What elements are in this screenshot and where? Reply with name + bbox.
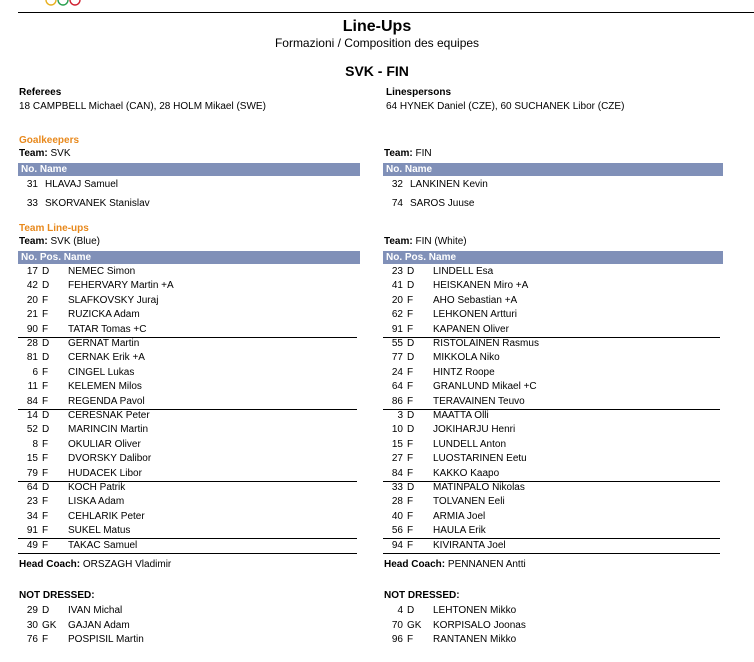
player-position: F (42, 323, 49, 335)
player-row (20, 481, 350, 495)
player-number: 84 (26, 395, 38, 407)
player-name: KAPANEN Oliver (433, 323, 509, 335)
player-number: 62 (391, 309, 403, 321)
player-number: 74 (391, 198, 403, 209)
player-position: D (42, 482, 50, 493)
player-name: RISTOLAINEN Rasmus (433, 338, 539, 349)
player-name: KORPISALO Joonas (433, 619, 526, 631)
player-row (385, 467, 715, 481)
player-number: 17 (26, 266, 38, 277)
player-name: CERESNAK Peter (68, 410, 150, 421)
player-number: 84 (391, 467, 403, 479)
player-name: POSPISIL Martin (68, 634, 144, 645)
gk-team-left: Team: SVK (19, 148, 71, 159)
player-position: F (42, 309, 49, 321)
player-name: LANKINEN Kevin (410, 179, 488, 190)
player-number: 40 (391, 510, 403, 522)
referees-label: Referees (19, 87, 62, 98)
player-row (20, 539, 350, 553)
lineups-section-label: Team Line-ups (19, 223, 89, 234)
player-position: D (407, 605, 415, 616)
player-row (20, 178, 350, 192)
player-position: F (407, 438, 414, 450)
player-position: D (42, 266, 50, 277)
player-number: 41 (391, 280, 403, 292)
player-number: 11 (27, 381, 38, 393)
player-name: MAATTA Olli (433, 410, 489, 421)
player-position: F (42, 525, 49, 537)
player-name: OKULIAR Oliver (68, 438, 141, 450)
player-name: RUZICKA Adam (68, 309, 140, 321)
player-row (20, 265, 350, 279)
player-position: F (407, 323, 414, 335)
player-row (20, 495, 350, 509)
player-row (20, 633, 350, 647)
player-name: LEHTONEN Mikko (433, 605, 517, 616)
player-name: SLAFKOVSKY Juraj (68, 294, 159, 306)
lineup-team-right: Team: FIN (White) (384, 236, 467, 247)
player-position: D (42, 280, 50, 292)
player-row (20, 510, 350, 524)
linespersons-value: 64 HYNEK Daniel (CZE), 60 SUCHANEK Libor (CZE) (386, 101, 625, 112)
page-subtitle: Formazioni / Composition des equipes (274, 36, 480, 50)
player-number: 55 (391, 338, 403, 349)
player-name: KELEMEN Milos (68, 381, 142, 393)
player-name: LINDELL Esa (433, 266, 494, 277)
player-number: 81 (26, 352, 38, 364)
player-name: CEHLARIK Peter (68, 510, 145, 522)
player-number: 56 (391, 525, 403, 537)
player-position: F (407, 496, 414, 508)
player-number: 10 (391, 424, 403, 436)
player-row (20, 279, 350, 293)
player-number: 70 (391, 619, 403, 631)
player-row (20, 409, 350, 423)
page-title: Line-Ups (342, 18, 412, 35)
player-number: 33 (391, 482, 403, 493)
player-position: D (407, 410, 415, 421)
player-name: SKORVANEK Stanislav (45, 198, 150, 209)
player-position: D (42, 410, 50, 421)
player-position: D (407, 266, 415, 277)
player-number: 79 (26, 467, 38, 479)
player-row (385, 409, 715, 423)
player-position: F (42, 467, 49, 479)
player-number: 20 (26, 294, 38, 306)
player-position: D (42, 605, 50, 616)
player-name: HEISKANEN Miro +A (433, 280, 529, 292)
player-number: 15 (26, 453, 38, 465)
player-number: 21 (26, 309, 38, 321)
player-name: TOLVANEN Eeli (433, 496, 505, 508)
player-position: D (407, 280, 415, 292)
player-name: GAJAN Adam (68, 619, 130, 631)
player-name: LISKA Adam (68, 496, 125, 508)
player-row (385, 481, 715, 495)
player-number: 49 (26, 539, 38, 551)
player-row (20, 366, 350, 380)
player-position: F (42, 294, 49, 306)
player-position: F (42, 395, 49, 407)
referees-value: 18 CAMPBELL Michael (CAN), 28 HOLM Mikael (SWE) (19, 101, 266, 112)
lineup-header-left: No. Pos. Name (18, 251, 360, 264)
player-row (385, 294, 715, 308)
player-number: 77 (391, 352, 403, 364)
player-name: JOKIHARJU Henri (433, 424, 516, 436)
player-position: D (407, 482, 415, 493)
player-number: 24 (391, 366, 403, 378)
player-name: HLAVAJ Samuel (45, 179, 118, 190)
player-position: D (42, 424, 50, 436)
player-row (20, 452, 350, 466)
player-row (20, 438, 350, 452)
lineup-header-right: No. Pos. Name (383, 251, 723, 264)
player-position: F (407, 467, 414, 479)
player-number: 23 (391, 266, 403, 277)
head-coach-right: Head Coach: PENNANEN Antti (384, 559, 526, 570)
matchup-title: SVK - FIN (345, 63, 409, 79)
player-position: F (42, 453, 49, 465)
player-row (20, 294, 350, 308)
player-number: 76 (26, 634, 38, 645)
player-position: F (407, 309, 414, 321)
player-position: F (407, 510, 414, 522)
player-position: D (407, 424, 415, 436)
player-name: KOCH Patrik (68, 482, 126, 493)
player-number: 28 (391, 496, 403, 508)
player-name: CINGEL Lukas (68, 366, 135, 378)
player-number: 91 (26, 525, 38, 537)
player-row (385, 366, 715, 380)
top-rule (18, 12, 754, 13)
player-name: ARMIA Joel (433, 510, 486, 522)
player-name: HINTZ Roope (433, 366, 495, 378)
player-row (20, 337, 350, 351)
player-position: GK (42, 619, 57, 631)
player-name: REGENDA Pavol (68, 395, 145, 407)
player-row (385, 539, 715, 553)
player-row (385, 495, 715, 509)
player-row (385, 265, 715, 279)
player-number: 8 (32, 438, 38, 450)
player-name: LEHKONEN Artturi (433, 309, 517, 321)
player-name: IVAN Michal (68, 605, 123, 616)
player-name: HAULA Erik (433, 525, 486, 537)
player-name: LUNDELL Anton (433, 438, 507, 450)
player-name: KAKKO Kaapo (433, 467, 500, 479)
player-position: D (42, 352, 50, 364)
player-row (20, 467, 350, 481)
player-name: MIKKOLA Niko (433, 352, 500, 364)
player-number: 52 (26, 424, 38, 436)
player-number: 4 (397, 605, 403, 616)
player-name: AHO Sebastian +A (433, 294, 518, 306)
player-row (20, 423, 350, 437)
player-number: 30 (26, 619, 38, 631)
player-row (385, 323, 715, 337)
player-position: F (42, 634, 49, 645)
player-position: F (407, 294, 414, 306)
player-number: 91 (391, 323, 403, 335)
player-row (385, 438, 715, 452)
player-row (385, 308, 715, 322)
player-number: 64 (26, 482, 38, 493)
player-number: 29 (26, 605, 38, 616)
player-number: 42 (26, 280, 38, 292)
player-number: 15 (391, 438, 403, 450)
goalkeepers-section-label: Goalkeepers (19, 135, 80, 146)
head-coach-left: Head Coach: ORSZAGH Vladimir (19, 559, 172, 570)
player-position: F (42, 510, 49, 522)
player-position: F (407, 453, 414, 465)
player-row (20, 197, 350, 211)
player-number: 14 (26, 410, 38, 421)
player-name: TAKAC Samuel (68, 539, 138, 551)
player-row (385, 337, 715, 351)
gk-team-right: Team: FIN (384, 148, 432, 159)
player-position: F (42, 381, 49, 393)
player-name: NEMEC Simon (68, 266, 136, 277)
player-position: GK (407, 619, 422, 631)
player-name: TATAR Tomas +C (68, 323, 147, 335)
player-row (385, 380, 715, 394)
player-name: GERNAT Martin (68, 338, 140, 349)
player-row (385, 395, 715, 409)
player-name: CERNAK Erik +A (68, 352, 145, 364)
line-separator (383, 553, 720, 554)
player-row (20, 395, 350, 409)
player-name: GRANLUND Mikael +C (433, 381, 537, 393)
player-name: TERAVAINEN Teuvo (433, 395, 525, 407)
player-position: F (42, 496, 49, 508)
linespersons-label: Linespersons (386, 87, 452, 98)
player-row (385, 633, 715, 647)
player-position: F (407, 381, 414, 393)
player-row (385, 351, 715, 365)
player-number: 34 (26, 510, 38, 522)
player-name: HUDACEK Libor (68, 467, 142, 479)
player-number: 90 (26, 323, 38, 335)
olympic-rings-logo (44, 0, 84, 10)
player-number: 23 (26, 496, 38, 508)
player-name: LUOSTARINEN Eetu (433, 453, 527, 465)
not-dressed-label-right: NOT DRESSED: (384, 590, 460, 601)
player-number: 32 (391, 179, 403, 190)
gk-header-left: No. Name (18, 163, 360, 176)
player-position: F (407, 634, 414, 645)
player-row (20, 619, 350, 633)
gk-header-right: No. Name (383, 163, 723, 176)
player-row (385, 452, 715, 466)
player-number: 94 (391, 539, 403, 551)
player-row (385, 197, 715, 211)
player-row (20, 308, 350, 322)
player-name: MATINPALO Nikolas (433, 482, 525, 493)
player-row (385, 423, 715, 437)
lineup-team-left: Team: SVK (Blue) (19, 236, 100, 247)
player-name: FEHERVARY Martin +A (68, 280, 174, 292)
player-name: RANTANEN Mikko (433, 634, 517, 645)
player-position: D (407, 352, 415, 364)
player-name: DVORSKY Dalibor (68, 453, 152, 465)
player-number: 3 (397, 410, 403, 421)
player-position: F (407, 395, 414, 407)
player-number: 33 (26, 198, 38, 209)
player-position: D (42, 338, 50, 349)
line-separator (18, 553, 357, 554)
player-number: 31 (26, 179, 38, 190)
player-number: 6 (32, 366, 38, 378)
player-row (20, 351, 350, 365)
player-row (385, 510, 715, 524)
player-position: F (407, 539, 414, 551)
player-row (20, 380, 350, 394)
player-name: MARINCIN Martin (68, 424, 149, 436)
player-row (385, 619, 715, 633)
player-row (20, 524, 350, 538)
player-number: 27 (391, 453, 403, 465)
player-row (385, 524, 715, 538)
player-row (385, 604, 715, 618)
player-row (385, 178, 715, 192)
player-number: 28 (26, 338, 38, 349)
player-row (20, 323, 350, 337)
player-position: F (42, 438, 49, 450)
player-number: 96 (391, 634, 403, 645)
player-position: F (42, 539, 49, 551)
player-name: SUKEL Matus (68, 525, 131, 537)
player-row (385, 279, 715, 293)
not-dressed-label-left: NOT DRESSED: (19, 590, 95, 601)
player-position: F (407, 366, 414, 378)
player-position: F (42, 366, 49, 378)
player-number: 64 (391, 381, 403, 393)
player-name: KIVIRANTA Joel (433, 539, 506, 551)
player-position: F (407, 525, 414, 537)
player-number: 20 (391, 294, 403, 306)
player-position: D (407, 338, 415, 349)
player-row (20, 604, 350, 618)
player-number: 86 (391, 395, 403, 407)
player-name: SAROS Juuse (410, 198, 475, 209)
